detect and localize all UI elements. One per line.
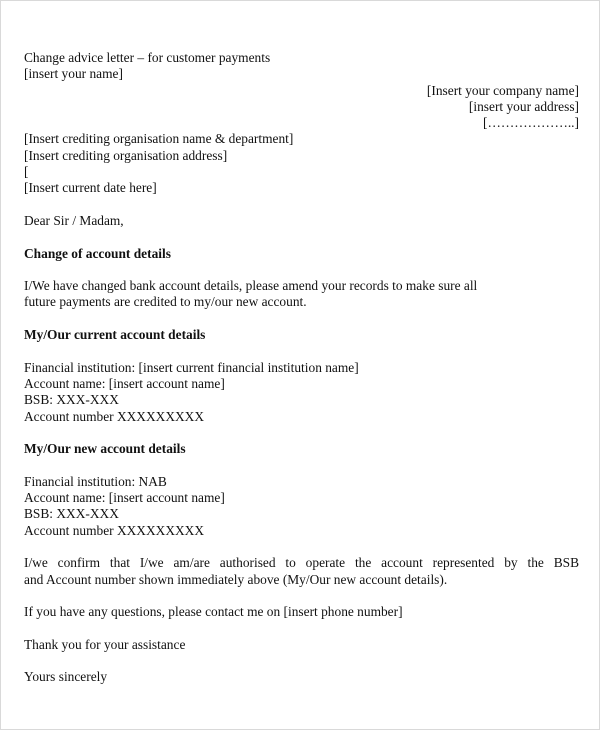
confirmation-line-1: I/we confirm that I/we am/are authorised to operate the account represented by the BSB: [24, 555, 579, 571]
crediting-org-name: [Insert crediting organisation name & department]: [24, 131, 294, 147]
current-account-name: Account name: [insert account name]: [24, 375, 225, 391]
new-account-details: [24, 474, 579, 539]
contact-line: If you have any questions, please contact me on [insert phone number]: [24, 604, 403, 620]
new-bsb: BSB: XXX-XXX: [24, 506, 119, 522]
crediting-organisation-block: [24, 131, 579, 196]
confirmation-paragraph: [24, 555, 579, 588]
spacer: [24, 457, 579, 473]
crediting-org-bracket: [: [24, 164, 29, 180]
current-account-number: Account number XXXXXXXXX: [24, 408, 204, 424]
thanks-line: Thank you for your assistance: [24, 636, 186, 652]
spacer: [24, 539, 579, 555]
letter-body: [24, 50, 579, 686]
current-account-details: [24, 360, 579, 425]
crediting-org-address: [Insert crediting organisation address]: [24, 147, 228, 163]
spacer: [24, 588, 579, 604]
spacer: [24, 343, 579, 359]
spacer: [24, 425, 579, 441]
confirmation-line-2: and Account number shown immediately above (My/Our new account details).: [24, 571, 448, 587]
spacer: [24, 262, 579, 278]
current-bsb: BSB: XXX-XXX: [24, 392, 119, 408]
new-account-number: Account number XXXXXXXXX: [24, 522, 204, 538]
spacer: [24, 620, 579, 636]
intro-line-1: I/We have changed bank account details, please amend your records to make sure all: [24, 278, 478, 294]
letter-date: [Insert current date here]: [24, 180, 157, 196]
closing-line: Yours sincerely: [24, 669, 108, 685]
intro-paragraph: [24, 278, 579, 311]
sender-name: [insert your name]: [24, 66, 123, 82]
spacer: [24, 311, 579, 327]
spacer: [24, 197, 579, 213]
new-account-heading: My/Our new account details: [24, 441, 186, 457]
intro-line-2: future payments are credited to my/our new account.: [24, 294, 307, 310]
current-institution: Financial institution: [insert current financial institution name]: [24, 359, 359, 375]
new-account-name: Account name: [insert account name]: [24, 490, 225, 506]
company-address: [insert your address]: [468, 98, 579, 114]
spacer: [24, 229, 579, 245]
subject-heading: Change of account details: [24, 245, 171, 261]
salutation: Dear Sir / Madam,: [24, 212, 124, 228]
address-dotted-line: [………………..]: [483, 115, 579, 131]
letter-title: Change advice letter – for customer payments: [24, 50, 271, 65]
current-account-heading: My/Our current account details: [24, 327, 206, 343]
company-name: [Insert your company name]: [426, 82, 579, 98]
new-institution: Financial institution: NAB: [24, 473, 167, 489]
spacer: [24, 653, 579, 669]
recipient-block: [24, 83, 579, 132]
